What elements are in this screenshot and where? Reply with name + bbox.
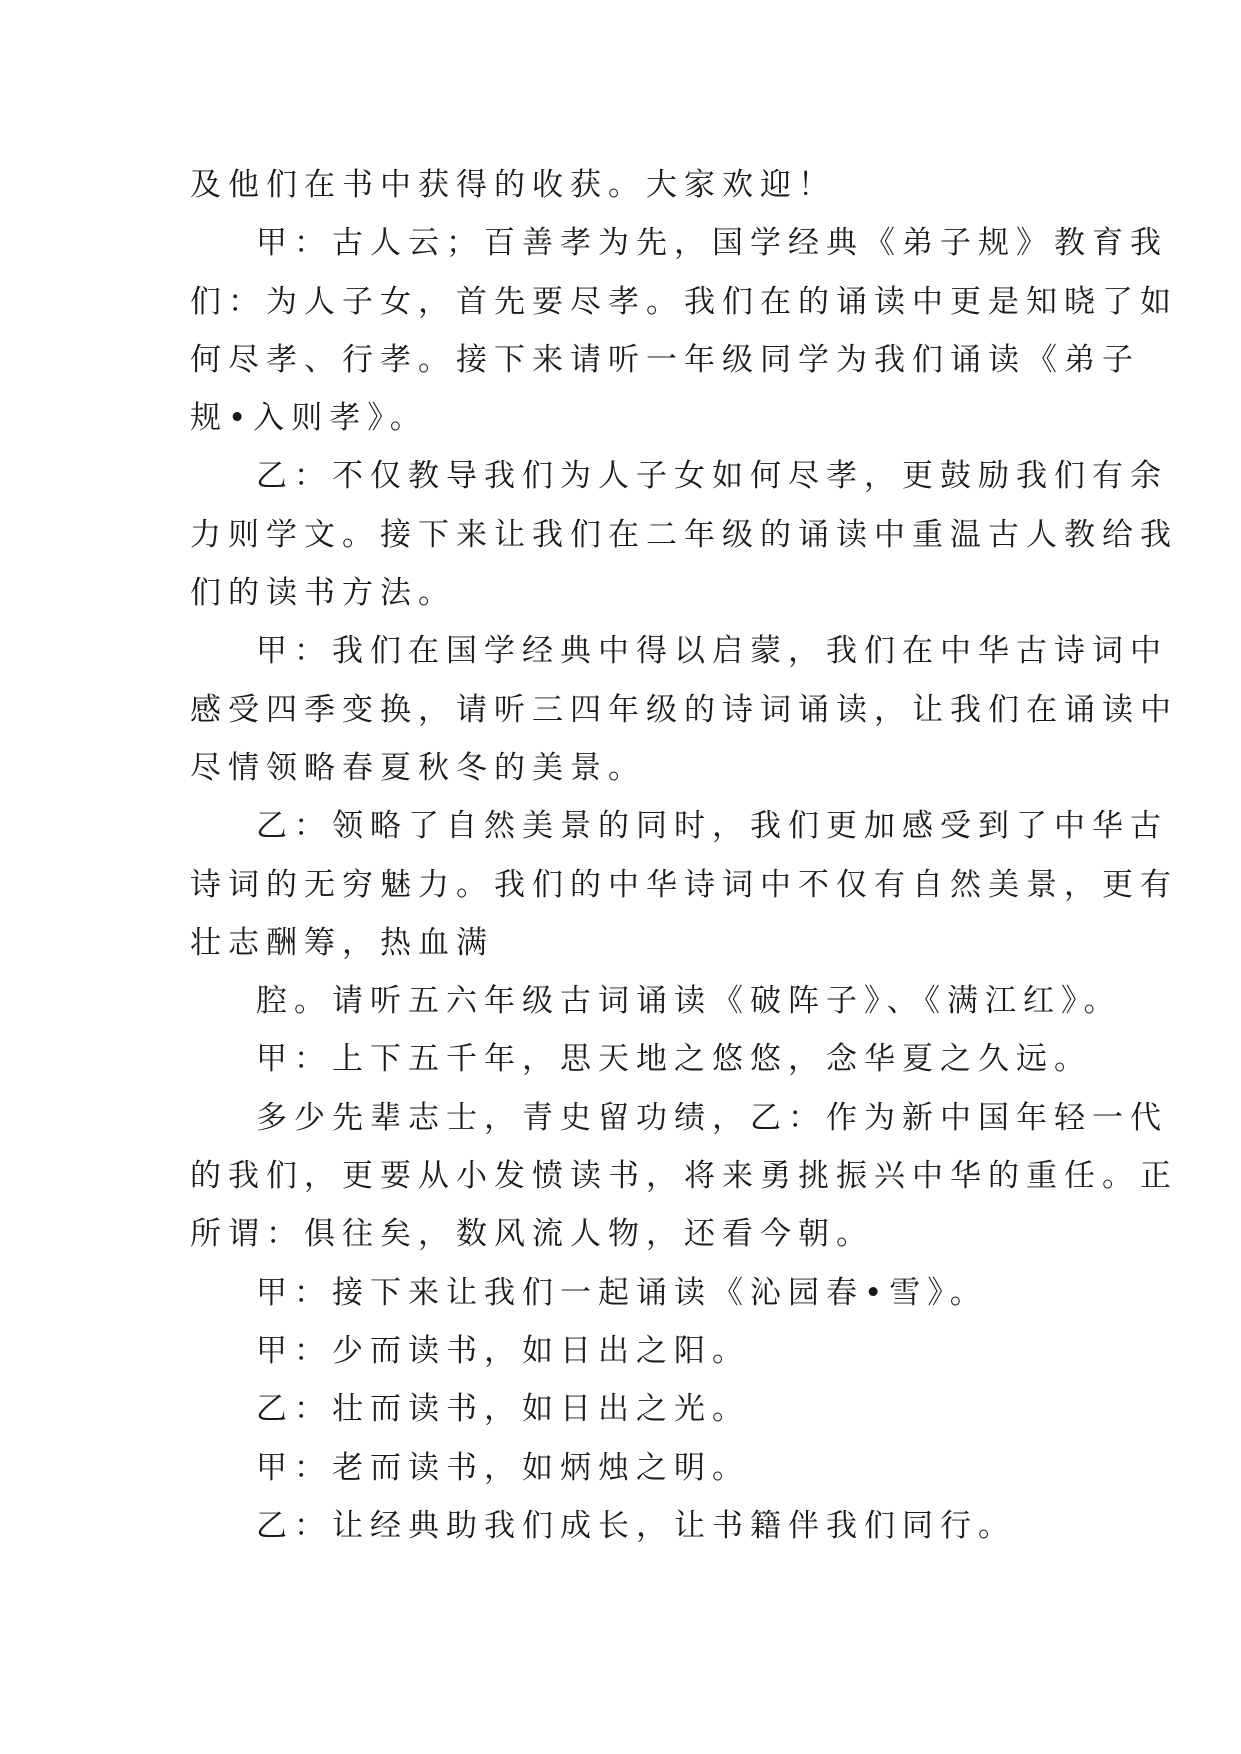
text-line: 及他们在书中获得的收获。大家欢迎！ [190,167,836,203]
text-line: 甲：少而读书，如日出之阳。 [256,1332,750,1369]
text-line: 腔。请听五六年级古词诵读《破阵子》、《满江红》。 [256,983,1122,1020]
document-body [190,156,1178,1555]
text-line: 何尽孝、行孝。接下来请听一年级同学为我们诵读《弟子 [190,341,1140,378]
text-line: 们：为人子女，首先要尽孝。我们在的诵读中更是知晓了如 [190,283,1178,320]
text-line: 诗词的无穷魅力。我们的中华诗词中不仅有自然美景，更有 [190,866,1178,903]
text-line: 甲：老而读书，如炳烛之明。 [256,1449,750,1486]
text-line: 感受四季变换，请听三四年级的诗词诵读，让我们在诵读中 [190,691,1178,728]
text-line: 乙：让经典助我们成长，让书籍伴我们同行。 [256,1507,1016,1544]
text-line: 乙：不仅教导我们为人子女如何尽孝，更鼓励我们有余 [256,458,1168,495]
text-line: 甲：古人云；百善孝为先，国学经典《弟子规》教育我 [256,225,1168,262]
text-line: 尽情领略春夏秋冬的美景。 [190,749,646,786]
text-line: 多少先辈志士，青史留功绩，乙：作为新中国年轻一代 [256,1099,1168,1136]
text-line: 壮志酬筹，热血满 [190,924,494,961]
text-line: 甲：我们在国学经典中得以启蒙，我们在中华古诗词中 [256,633,1168,670]
text-line: 所谓：俱往矣，数风流人物，还看今朝。 [190,1216,874,1253]
text-line: 力则学文。接下来让我们在二年级的诵读中重温古人教给我 [190,516,1178,553]
text-line: 甲：上下五千年，思天地之悠悠，念华夏之久远。 [256,1041,1092,1078]
text-line: 的我们，更要从小发愤读书，将来勇挑振兴中华的重任。正 [190,1158,1178,1195]
text-line: 乙：壮而读书，如日出之光。 [256,1391,750,1428]
text-line: 们的读书方法。 [190,575,456,612]
text-line: 规•入则孝》。 [190,400,428,437]
text-line: 乙：领略了自然美景的同时，我们更加感受到了中华古 [256,808,1168,845]
text-line: 甲：接下来让我们一起诵读《沁园春•雪》。 [256,1274,988,1311]
